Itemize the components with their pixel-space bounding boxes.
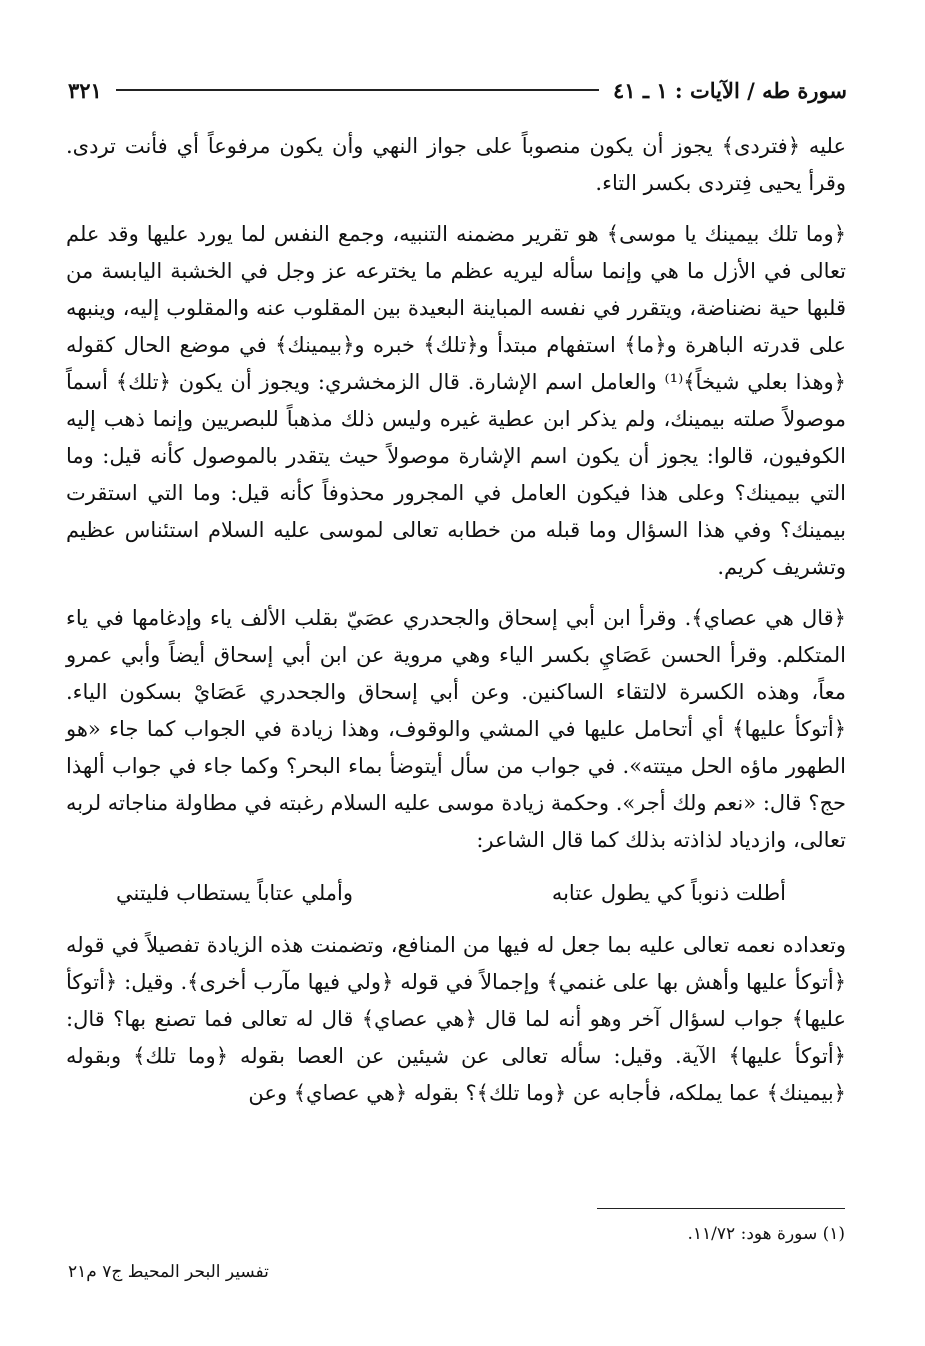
paragraph-4: وتعداده نعمه تعالى عليه بما جعل له فيها من المنافع، وتضمنت هذه الزيادة تفصيلاً في قوله ﴿أتوكأ عليها وأهش بها على غنمي﴾ وإجمالاً في قوله ﴿ولي فيها مآرب أخرى﴾. وقيل: ﴿أتوكأ عليها﴾ جواب لسؤال آخر وهو أنه لما قال ﴿هي عصاي﴾ قال له تعالى فما تصنع بها؟ قال: ﴿أتوكأ عليها﴾ الآية. وقيل: سأله تعالى عن شيئين عن العصا بقوله ﴿وما تلك﴾ وبقوله ﴿بيمينك﴾ عما يملكه، فأجابه عن ﴿وما تلك﴾؟ بقوله ﴿هي عصاي﴾ وعن [66,933,846,1105]
paragraph-2: ﴿وما تلك بيمينك يا موسى﴾ هو تقرير مضمنه التنبيه، وجمع النفس لما يورد عليها وقد علم تعالى في الأزل ما هي وإنما سأله ليريه عظم ما يخترعه عز وجل في الخشبة اليابسة من قلبها حية نضناضة، ويتقرر في نفسه المباينة البعيدة بين المقلوب عنه والمقلوب إليه، وينبهه على قدرته الباهرة و﴿ما﴾ استفهام مبتدأ و﴿تلك﴾ خبره و﴿بيمينك﴾ في موضع الحال كقوله ﴿وهذا بعلي شيخاً﴾⁽¹⁾ والعامل اسم الإشارة. قال الزمخشري: ويجوز أن يكون ﴿تلك﴾ أسماً موصولاً صلته بيمينك، ولم يذكر ابن عطية غيره وليس ذلك مذهباً للبصريين وإنما ذهب إليه الكوفيون، قالوا: يجوز أن يكون اسم الإشارة موصولاً حيث يتقدر بالموصول كأنه قيل: وما التي بيمينك؟ وعلى هذا فيكون العامل في المجرور محذوفاً كأنه قيل: وما التي استقرت بيمينك؟ وفي هذا السؤال وما قبله من خطابه تعالى لموسى عليه السلام استئناس عظيم وتشريف كريم. [66,222,846,579]
page-footer: تفسير البحر المحيط ج٧ م٢١ [68,1262,269,1282]
surah-title: سورة طه / الآيات : ١ ـ ٤١ [613,77,847,103]
verse-second-hemistich: وأملي عتاباً يستطاب فليتني [116,881,354,905]
poetry-verse [66,873,846,913]
footnote-rule [597,1208,845,1209]
running-header [68,72,847,108]
page-number: ٣٢١ [68,77,102,103]
footnote: (١) سورة هود: ١١/٧٢. [687,1224,845,1244]
verse-first-hemistich: أطلت ذنوباً كي يطول عتابه [551,881,786,905]
header-rule [116,89,599,91]
paragraph-3: ﴿قال هي عصاي﴾. وقرأ ابن أبي إسحاق والجحدري عصَيّ بقلب الألف ياء وإدغامها في ياء المتكلم. وقرأ الحسن عَصَايِ بكسر الياء وهي مروية عن ابن أبي إسحاق أيضاً وأبي عمرو معاً، وهذه الكسرة لالتقاء الساكنين. وعن أبي إسحاق والجحدري عَصَايْ بسكون الياء. ﴿أتوكأ عليها﴾ أي أتحامل عليها في المشي والوقوف، وهذا زيادة في الجواب كما جاء «هو الطهور ماؤه الحل ميتته». في جواب من سأل أيتوضأ بماء البحر؟ وكما جاء في جواب ألهذا حج؟ قال: «نعم ولك أجر». وحكمة زيادة موسى عليه السلام رغبته في مطاولة مناجاته لربه تعالى، وازدياد لذاذته بذلك كما قال الشاعر: [66,606,846,852]
paragraph-1: عليه ﴿فتردى﴾ يجوز أن يكون منصوباً على جواز النهي وأن يكون مرفوعاً أي فأنت تردى. وقرأ يحيى فِتردى بكسر التاء. [66,134,846,195]
main-text [66,128,846,1112]
